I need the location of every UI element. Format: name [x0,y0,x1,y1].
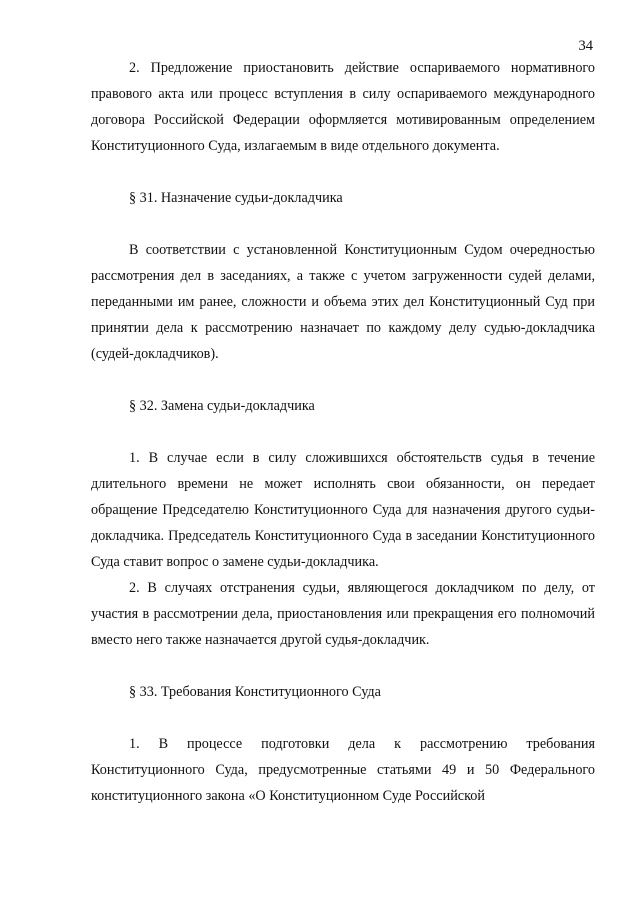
paragraph-rapporteur-replacement-2: 2. В случаях отстранения судьи, являющегося докладчиком по делу, от участия в рассмотрении дела, приостановления или прекращения его полномочий вместо него также назначается другой судья-докладчик. [91,580,595,648]
paragraph-rapporteur-replacement-1: 1. В случае если в силу сложившихся обстоятельств судья в течение длительного времени не может исполнять свои обязанности, он передает обращение Председателю Конституционного Суда для назначения другого судьи-докладчика. Председатель Конституционного Суда в заседании Конституционного Суда ставит вопрос о замене судьи-докладчика. [91,450,595,570]
paragraph-judge-rapporteur-appointment: В соответствии с установленной Конституционным Судом очередностью рассмотрения дел в заседаниях, а также с учетом загруженности судей делами, переданными им ранее, сложности и объема этих дел Конституционный Суд при принятии дела к рассмотрению назначает по каждому делу судью-докладчика (судей-докладчиков). [91,242,595,362]
page-number: 34 [578,38,593,54]
section-heading-32: § 32. Замена судьи-докладчика [129,398,315,414]
document-body [91,55,595,809]
section-heading-33: § 33. Требования Конституционного Суда [129,684,381,700]
paragraph-suspension-proposal: 2. Предложение приостановить действие оспариваемого нормативного правового акта или процесс вступления в силу оспариваемого международного договора Российской Федерации оформляется мотивированным определением Конституционного Суда, излагаемым в виде отдельного документа. [91,60,595,154]
paragraph-court-requirements-1: 1. В процессе подготовки дела к рассмотрению требования Конституционного Суда, предусмотренные статьями 49 и 50 Федерального конституционного закона «О Конституционном Суде Российской [91,736,595,804]
section-heading-31: § 31. Назначение судьи-докладчика [129,190,343,206]
